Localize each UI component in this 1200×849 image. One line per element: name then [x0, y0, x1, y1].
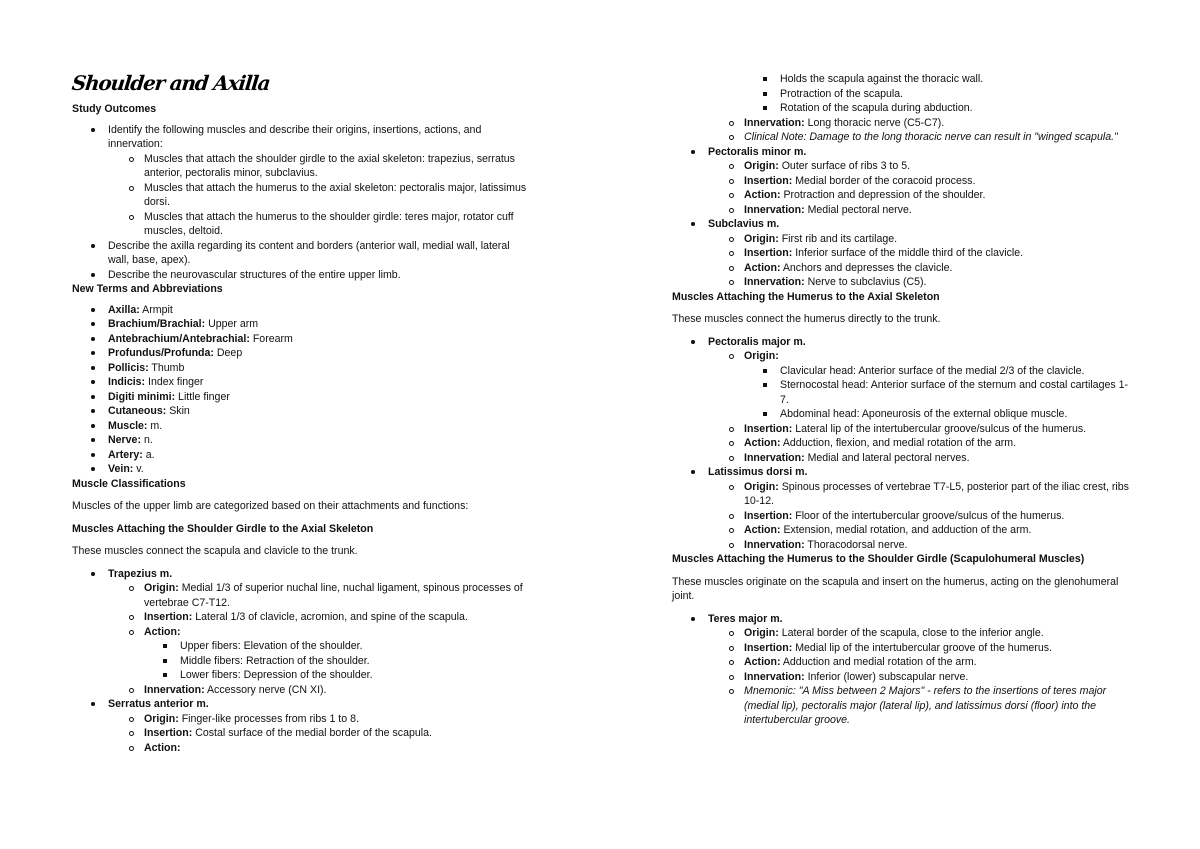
list-item: Muscles that attach the humerus to the axial skeleton: pectoralis major, latissimus dorsi.: [108, 181, 532, 210]
detail-text: Spinous processes of vertebrae T7-L5, posterior part of the iliac crest, ribs 10-12.: [744, 480, 1129, 507]
humerus-girdle-heading: Muscles Attaching the Humerus to the Shoulder Girdle (Scapulohumeral Muscles): [672, 553, 1085, 565]
detail-text: Floor of the intertubercular groove/sulcus of the humerus.: [795, 509, 1065, 522]
humerus-girdle-text: These muscles originate on the scapula and insert on the humerus, acting on the glenohumeral joint.: [672, 575, 1119, 602]
girdle-axial-muscles: [72, 567, 532, 756]
detail-text: Protraction and depression of the shoulder.: [783, 189, 986, 201]
term-label: Cutaneous:: [108, 405, 167, 417]
classifications-text: Muscles of the upper limb are categorized based on their attachments and functions:: [72, 500, 469, 512]
study-outcomes-heading: Study Outcomes: [72, 103, 157, 115]
list-item: Rotation of the scapula during abduction.: [744, 101, 1134, 116]
term-label: Artery:: [108, 448, 143, 461]
detail-label: Action:: [144, 625, 181, 638]
action-list: [144, 639, 532, 683]
detail-action: [708, 436, 1134, 451]
detail-label: Origin:: [744, 627, 779, 639]
detail-text: Long thoracic nerve (C5-C7).: [807, 116, 945, 129]
term-item: [72, 375, 532, 390]
list-item: [72, 123, 532, 239]
detail-action: [708, 655, 1134, 670]
detail-label: Innervation:: [744, 276, 805, 288]
term-label: Muscle:: [108, 419, 148, 432]
term-definition: v.: [136, 463, 144, 475]
term-definition: Skin: [169, 405, 190, 417]
detail-origin: [108, 712, 532, 727]
term-item: [72, 346, 532, 361]
detail-label: Insertion:: [744, 247, 793, 259]
humerus-axial-heading: Muscles Attaching the Humerus to the Axial Skeleton: [672, 290, 940, 303]
detail-text: Medial border of the coracoid process.: [795, 174, 976, 187]
list-item-text: Identify the following muscles and describe their origins, insertions, actions, and innervation:: [108, 123, 482, 150]
serratus-continued-item: [672, 72, 1134, 145]
term-label: Brachium/Brachial:: [108, 318, 206, 330]
term-definition: Deep: [216, 347, 243, 359]
detail-origin: [708, 232, 1134, 247]
detail-insertion: [708, 641, 1134, 656]
list-item: Holds the scapula against the thoracic wall.: [744, 72, 1134, 87]
detail-text: Anchors and depresses the clavicle.: [782, 261, 953, 274]
detail-label: Innervation:: [744, 670, 805, 683]
term-label: Pollicis:: [108, 361, 149, 374]
muscle-trapezius: [72, 567, 532, 698]
detail-origin: [708, 480, 1134, 509]
term-label: Antebrachium/Antebrachial:: [108, 332, 250, 345]
detail-action: [708, 188, 1134, 203]
detail-text: Adduction and medial rotation of the arm.: [782, 656, 977, 668]
detail-action: [708, 261, 1134, 276]
detail-innervation: [708, 451, 1134, 466]
study-outcomes-list: [72, 123, 532, 283]
term-definition: m.: [150, 419, 163, 432]
detail-text: Accessory nerve (CN XI).: [206, 683, 327, 696]
list-item: Middle fibers: Retraction of the shoulder.: [144, 654, 532, 669]
muscle-pectoralis-minor: [672, 145, 1134, 218]
detail-origin: [708, 349, 1134, 422]
detail-text: Inferior surface of the middle third of the clavicle.: [795, 247, 1024, 259]
detail-text: First rib and its cartilage.: [781, 232, 898, 245]
detail-label: Origin:: [744, 350, 779, 362]
girdle-axial-heading: Muscles Attaching the Shoulder Girdle to the Axial Skeleton: [72, 522, 374, 535]
detail-innervation: [708, 670, 1134, 685]
term-item: [72, 448, 532, 463]
detail-text: Medial lip of the intertubercular groove of the humerus.: [795, 641, 1052, 654]
detail-insertion: [708, 246, 1134, 261]
detail-label: Innervation:: [744, 538, 805, 551]
detail-origin: [708, 626, 1134, 641]
list-item: Describe the neurovascular structures of the entire upper limb.: [72, 268, 532, 283]
term-item: [72, 433, 532, 448]
detail-label: Insertion:: [144, 727, 193, 739]
detail-label: Insertion:: [744, 641, 793, 654]
detail-insertion: [108, 610, 532, 625]
detail-text: Finger-like processes from ribs 1 to 8.: [181, 712, 359, 725]
term-definition: a.: [145, 448, 155, 461]
term-definition: n.: [143, 434, 153, 446]
term-definition: Little finger: [178, 390, 230, 403]
term-label: Indicis:: [108, 376, 146, 388]
term-item: [72, 390, 532, 405]
clinical-note: Clinical Note: Damage to the long thoracic nerve can result in "winged scapula.": [708, 130, 1134, 145]
detail-label: Origin:: [744, 480, 779, 493]
muscle-teres-major: [672, 612, 1134, 728]
detail-text: Nerve to subclavius (C5).: [807, 276, 927, 288]
right-column: [672, 72, 1134, 728]
list-item: Sternocostal head: Anterior surface of the sternum and costal cartilages 1-7.: [744, 378, 1134, 407]
muscle-latissimus-dorsi: [672, 465, 1134, 552]
detail-text: Lateral border of the scapula, close to the inferior angle.: [781, 627, 1044, 639]
mnemonic-note: Mnemonic: "A Miss between 2 Majors" - refers to the insertions of teres major (medial lip), pectoralis major (lateral lip), and latissimus dorsi (floor) into the intertubercular groove.: [708, 684, 1134, 728]
detail-action: [108, 625, 532, 683]
detail-innervation: [708, 275, 1134, 290]
detail-innervation: [708, 203, 1134, 218]
term-definition: Armpit: [142, 303, 173, 316]
serratus-continued: [672, 72, 1134, 290]
detail-label: Origin:: [744, 232, 779, 245]
detail-innervation: [708, 116, 1134, 131]
term-definition: Index finger: [148, 376, 204, 388]
detail-label: Action:: [744, 437, 781, 449]
muscle-details: [672, 72, 1134, 145]
list-item: Lower fibers: Depression of the shoulder.: [144, 668, 532, 683]
detail-label: Origin:: [744, 160, 779, 172]
detail-text: Medial pectoral nerve.: [807, 203, 912, 216]
detail-action: [108, 741, 532, 756]
detail-text: Costal surface of the medial border of the scapula.: [195, 727, 432, 739]
action-list: [744, 72, 1134, 116]
origin-list: [744, 364, 1134, 422]
detail-origin: [708, 159, 1134, 174]
detail-label: Insertion:: [744, 509, 793, 522]
muscle-details: [708, 349, 1134, 465]
term-definition: Thumb: [151, 361, 185, 374]
term-label: Profundus/Profunda:: [108, 347, 214, 359]
muscle-name: Pectoralis major m.: [708, 335, 806, 348]
detail-insertion: [708, 509, 1134, 524]
detail-origin: [108, 581, 532, 610]
muscle-name: Latissimus dorsi m.: [708, 466, 808, 478]
girdle-axial-text: These muscles connect the scapula and clavicle to the trunk.: [72, 545, 358, 557]
term-item: [72, 462, 532, 477]
term-label: Digiti minimi:: [108, 390, 176, 403]
term-item: [72, 317, 532, 332]
muscle-details: [108, 712, 532, 756]
list-item: Muscles that attach the shoulder girdle to the axial skeleton: trapezius, serratus anterior, pectoralis minor, subclavius.: [108, 152, 532, 181]
term-item: [72, 419, 532, 434]
muscle-details: [708, 626, 1134, 728]
muscle-details: [708, 232, 1134, 290]
term-item: [72, 361, 532, 376]
detail-text: Inferior (lower) subscapular nerve.: [807, 670, 969, 683]
muscle-subclavius: [672, 217, 1134, 290]
detail-label: Insertion:: [744, 422, 793, 435]
document-title: Shoulder and Axilla: [70, 71, 271, 95]
detail-action: [708, 523, 1134, 538]
detail-text: Lateral lip of the intertubercular groove/sulcus of the humerus.: [795, 422, 1087, 435]
list-item: Describe the axilla regarding its content and borders (anterior wall, medial wall, lateral wall, base, apex).: [72, 239, 532, 268]
detail-label: Action:: [744, 261, 781, 274]
muscle-details: [708, 480, 1134, 553]
detail-text: Outer surface of ribs 3 to 5.: [781, 160, 911, 172]
humerus-girdle-muscles: [672, 612, 1134, 728]
muscle-name: Subclavius m.: [708, 218, 780, 230]
detail-text: Extension, medial rotation, and adduction of the arm.: [783, 524, 1032, 536]
humerus-axial-text: These muscles connect the humerus directly to the trunk.: [672, 313, 941, 325]
list-item: Abdominal head: Aponeurosis of the external oblique muscle.: [744, 407, 1134, 422]
muscle-details: [708, 159, 1134, 217]
term-label: Axilla:: [108, 303, 140, 316]
list-item: Upper fibers: Elevation of the shoulder.: [144, 639, 532, 654]
action-continued: [708, 72, 1134, 116]
detail-innervation: [108, 683, 532, 698]
detail-label: Action:: [744, 656, 781, 668]
term-item: [72, 303, 532, 318]
detail-label: Innervation:: [144, 683, 205, 696]
detail-label: Innervation:: [744, 203, 805, 216]
sublist: [108, 152, 532, 239]
detail-label: Origin:: [144, 582, 179, 594]
detail-insertion: [708, 422, 1134, 437]
detail-label: Action:: [744, 189, 781, 201]
term-label: Vein:: [108, 463, 134, 475]
terms-heading: New Terms and Abbreviations: [72, 283, 223, 295]
left-column: [72, 70, 532, 755]
detail-label: Innervation:: [744, 116, 805, 129]
detail-label: Action:: [744, 524, 781, 536]
detail-innervation: [708, 538, 1134, 553]
term-definition: Forearm: [252, 332, 293, 345]
term-item: [72, 332, 532, 347]
term-label: Nerve:: [108, 434, 141, 446]
muscle-name: Pectoralis minor m.: [708, 145, 807, 158]
muscle-name: Teres major m.: [708, 612, 783, 625]
classifications-heading: Muscle Classifications: [72, 477, 186, 490]
detail-label: Insertion:: [144, 611, 193, 623]
detail-text: Medial 1/3 of superior nuchal line, nuchal ligament, spinous processes of vertebrae C7-T12.: [144, 582, 523, 609]
list-item: Clavicular head: Anterior surface of the medial 2/3 of the clavicle.: [744, 364, 1134, 379]
muscle-serratus-anterior: [72, 697, 532, 755]
muscle-name: Serratus anterior m.: [108, 698, 209, 710]
detail-text: Medial and lateral pectoral nerves.: [807, 451, 970, 464]
muscle-name: Trapezius m.: [108, 567, 173, 580]
list-item: Protraction of the scapula.: [744, 87, 1134, 102]
terms-list: [72, 303, 532, 477]
muscle-pectoralis-major: [672, 335, 1134, 466]
detail-insertion: [108, 726, 532, 741]
detail-label: Origin:: [144, 712, 179, 725]
detail-insertion: [708, 174, 1134, 189]
list-item: Muscles that attach the humerus to the shoulder girdle: teres major, rotator cuff muscles, deltoid.: [108, 210, 532, 239]
detail-text: Lateral 1/3 of clavicle, acromion, and spine of the scapula.: [195, 611, 468, 623]
muscle-details: [108, 581, 532, 697]
detail-label: Action:: [144, 741, 181, 754]
term-definition: Upper arm: [208, 318, 259, 330]
humerus-axial-muscles: [672, 335, 1134, 553]
detail-text: Adduction, flexion, and medial rotation of the arm.: [782, 437, 1017, 449]
term-item: [72, 404, 532, 419]
detail-label: Insertion:: [744, 174, 793, 187]
detail-text: Thoracodorsal nerve.: [807, 538, 908, 551]
detail-label: Innervation:: [744, 451, 805, 464]
